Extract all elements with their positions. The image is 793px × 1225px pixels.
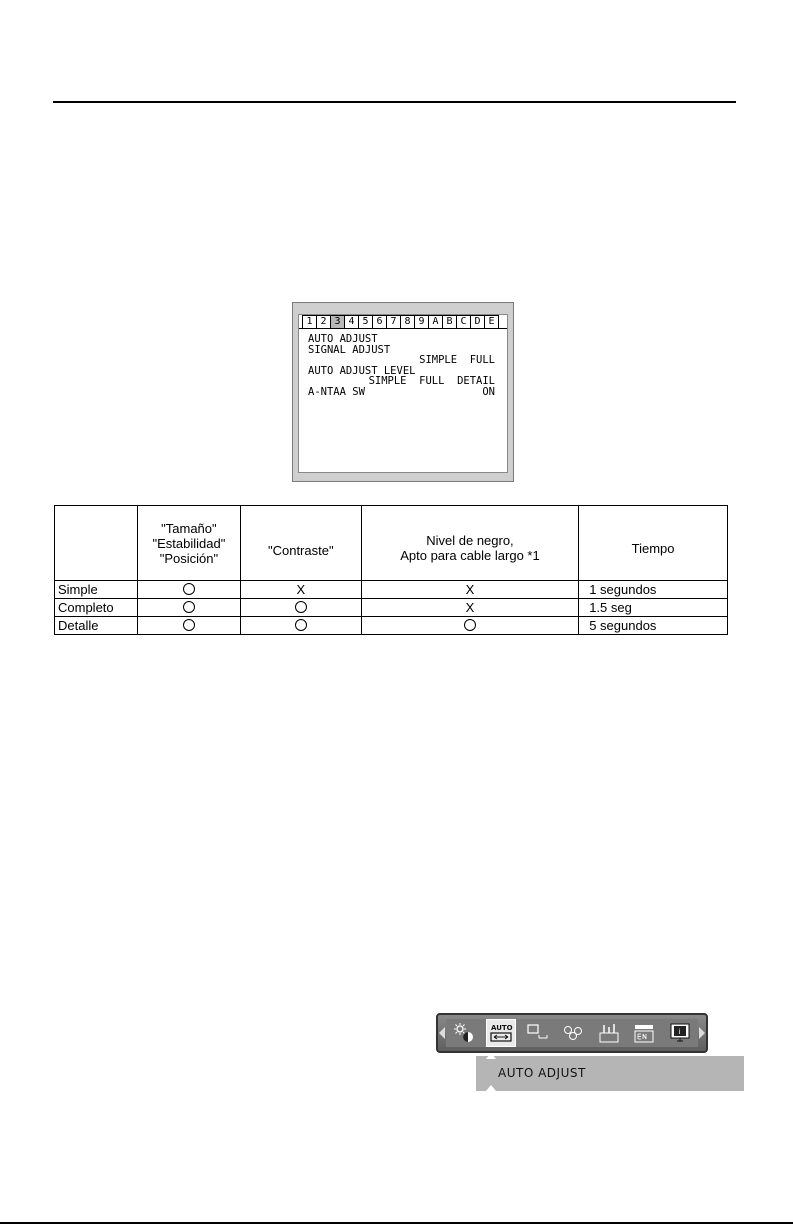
header-size-stability-position	[137, 506, 240, 581]
time-value: 5 segundos	[579, 617, 728, 635]
table-row	[55, 581, 728, 599]
circle-mark-icon	[295, 619, 307, 631]
osd-tab[interactable]: 7	[386, 315, 401, 328]
osd-screen	[292, 302, 514, 482]
header-empty	[55, 506, 138, 581]
header-line: "Posición"	[159, 550, 219, 566]
table-row	[55, 599, 728, 617]
menu-selected-label: AUTO ADJUST	[498, 1066, 586, 1080]
header-line: Nivel de negro,	[426, 533, 514, 548]
osd-tab[interactable]: A	[428, 315, 443, 328]
time-value: 1.5 seg	[579, 599, 728, 617]
osd-tab[interactable]: D	[470, 315, 485, 328]
osd-antaa-value: ON	[482, 385, 495, 398]
osd-tab[interactable]: 8	[400, 315, 415, 328]
osd-tab[interactable]: E	[484, 315, 499, 328]
osd-signal-options[interactable]: SIMPLE FULL	[419, 354, 495, 366]
adjust-level-table	[54, 505, 728, 635]
header-line: "Estabilidad"	[152, 535, 226, 551]
header-contrast: "Contraste"	[240, 506, 361, 581]
osd-tab[interactable]: 6	[372, 315, 387, 328]
osd-antaa-label: A-NTAA SW	[308, 385, 365, 398]
osd-tab[interactable]: 1	[302, 315, 317, 328]
osd-tab[interactable]: 2	[316, 315, 331, 328]
up-arrow-icon[interactable]	[486, 1085, 496, 1091]
mark-no: X	[361, 581, 578, 599]
circle-mark-icon	[295, 601, 307, 613]
mark-no: X	[240, 581, 361, 599]
brightness-contrast-icon[interactable]	[450, 1020, 478, 1046]
menu-right-arrow-icon[interactable]	[699, 1027, 705, 1039]
circle-mark-icon	[183, 583, 195, 595]
table-header-row	[55, 506, 728, 581]
mark-yes	[240, 617, 361, 635]
circle-mark-icon	[464, 619, 476, 631]
table-row	[55, 617, 728, 635]
osd-antaa-row[interactable]	[308, 387, 495, 398]
image-size-position-icon[interactable]	[523, 1020, 551, 1046]
menu-selected-label-bar	[476, 1056, 744, 1091]
time-value: 1 segundos	[579, 581, 728, 599]
osd-signal-adjust[interactable]: SIGNAL ADJUST	[308, 343, 391, 356]
mark-yes	[137, 581, 240, 599]
osd-tab-row	[299, 315, 507, 329]
tools-icon[interactable]	[595, 1020, 623, 1046]
osd-menu-bar	[436, 1013, 708, 1053]
bottom-rule	[0, 1222, 793, 1224]
osd-tab[interactable]: 4	[344, 315, 359, 328]
osd-tab[interactable]: 9	[414, 315, 429, 328]
osd-auto-adjust-level[interactable]: AUTO ADJUST LEVEL	[308, 364, 416, 377]
top-rule	[53, 101, 736, 103]
auto-icon-text: AUTO	[490, 1024, 513, 1032]
language-tools-icon[interactable]	[630, 1020, 658, 1046]
mark-yes	[137, 599, 240, 617]
header-time: Tiempo	[579, 506, 728, 581]
mark-yes	[137, 617, 240, 635]
row-label: Simple	[55, 581, 138, 599]
information-icon[interactable]	[666, 1020, 694, 1046]
row-label: Detalle	[55, 617, 138, 635]
header-line: "Tamaño"	[161, 520, 217, 536]
mark-yes	[240, 599, 361, 617]
osd-tab[interactable]: C	[456, 315, 471, 328]
osd-auto-adjust[interactable]: AUTO ADJUST	[308, 333, 378, 345]
header-black-level	[361, 506, 578, 581]
osd-tab[interactable]: 5	[358, 315, 373, 328]
menu-left-arrow-icon[interactable]	[439, 1027, 445, 1039]
svg-text:i: i	[678, 1028, 681, 1036]
osd-level-options[interactable]: SIMPLE FULL DETAIL	[368, 375, 495, 387]
header-line: Apto para cable largo *1	[400, 548, 540, 563]
color-icon[interactable]	[559, 1020, 587, 1046]
osd-display	[298, 314, 508, 473]
osd-tab-active[interactable]: 3	[330, 315, 345, 328]
circle-mark-icon	[183, 619, 195, 631]
mark-yes	[361, 617, 578, 635]
circle-mark-icon	[183, 601, 195, 613]
mark-no: X	[361, 599, 578, 617]
row-label: Completo	[55, 599, 138, 617]
auto-adjust-icon[interactable]	[486, 1019, 516, 1047]
osd-tab[interactable]: B	[442, 315, 457, 328]
up-arrow-icon[interactable]	[486, 1053, 496, 1059]
